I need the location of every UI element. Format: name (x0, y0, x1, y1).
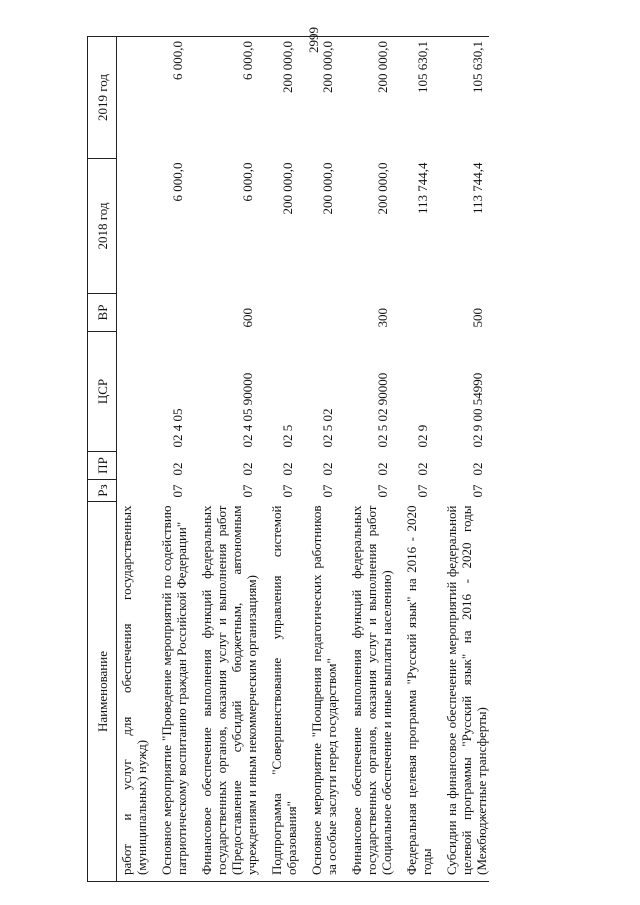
row-csr: 02 5 02 90000 (375, 372, 390, 448)
row-rz: 07 (320, 484, 335, 498)
row-vr: 600 (240, 308, 255, 328)
row-rz: 07 (470, 484, 485, 498)
row-rz (117, 480, 150, 502)
row-vr (299, 294, 339, 332)
table-header-row (88, 37, 117, 882)
row-csr: 02 5 02 (320, 408, 335, 448)
budget-table-rotated (87, 37, 607, 882)
header-2018: 2018 год (88, 159, 117, 294)
row-pr: 02 (415, 462, 430, 476)
budget-table (87, 36, 489, 882)
row-2018 (117, 159, 150, 294)
row-rz: 07 (375, 484, 390, 498)
table-row (394, 37, 434, 882)
row-2019: 6 000,0 (189, 37, 259, 159)
row-pr: 02 (240, 462, 255, 476)
header-2019: 2019 год (88, 37, 117, 159)
row-2018: 113 744,4 (470, 162, 485, 215)
row-pr: 02 (280, 462, 295, 476)
row-csr: 02 4 05 (170, 408, 185, 448)
table-row (259, 37, 299, 882)
table-row (189, 37, 259, 882)
table-row (299, 37, 339, 882)
row-2018: 200 000,0 (375, 162, 390, 215)
row-vr (117, 294, 150, 332)
row-2018: 6 000,0 (240, 162, 255, 202)
row-rz: 07 (170, 484, 185, 498)
row-2019: 6 000,0 (149, 37, 189, 159)
row-vr: 300 (375, 308, 390, 328)
row-name: работ и услуг для обеспечения государственных (муниципальных) нужд) (117, 502, 150, 882)
row-vr (149, 294, 189, 332)
row-name: Основное мероприятие "Поощрения педагогических работников за особые заслуги перед государством" (299, 502, 339, 882)
row-vr (259, 294, 299, 332)
row-csr: 02 4 05 90000 (240, 372, 255, 448)
row-name: Субсидии на финансовое обеспечение мероприятий федеральной целевой программы "Русский язык" на 2016 - 2020 годы (Межбюджетные трансферты) (434, 502, 489, 882)
row-pr (117, 452, 150, 480)
row-csr: 02 5 (280, 424, 295, 448)
table-row (434, 37, 489, 882)
header-pr: ПР (88, 452, 117, 480)
header-csr: ЦСР (88, 332, 117, 452)
row-name: Федеральная целевая программа "Русский язык" на 2016 - 2020 годы (394, 502, 434, 882)
header-name: Наименование (88, 502, 117, 882)
row-rz: 07 (415, 484, 430, 498)
table-row (149, 37, 189, 882)
row-2018: 200 000,0 (320, 162, 335, 215)
row-2019: 105 630,1 (434, 37, 489, 159)
row-pr: 02 (470, 462, 485, 476)
row-2018: 200 000,0 (280, 162, 295, 215)
row-pr: 02 (170, 462, 185, 476)
row-name: Основное мероприятие "Проведение мероприятий по содействию патриотическому воспитанию граждан Российской Федерации" (149, 502, 189, 882)
row-2018: 113 744,4 (415, 162, 430, 215)
row-pr: 02 (320, 462, 335, 476)
row-vr: 500 (470, 308, 485, 328)
page-number: 2999 (306, 27, 321, 53)
header-vr: ВР (88, 294, 117, 332)
row-pr: 02 (375, 462, 390, 476)
table-row (117, 37, 150, 882)
row-csr (117, 332, 150, 452)
table-row (339, 37, 394, 882)
row-2019: 200 000,0 (339, 37, 394, 159)
row-csr: 02 9 00 54990 (470, 372, 485, 448)
row-name: Финансовое обеспечение выполнения функций федеральных государственных органов, оказания услуг и выполнения работ (Предоставление субсидий бюджетным, автономным учреждениям и иным некоммерческим организациям) (189, 502, 259, 882)
row-name: Подпрограмма "Совершенствование управления системой образования" (259, 502, 299, 882)
row-2019: 200 000,0 (299, 37, 339, 159)
row-vr (394, 294, 434, 332)
row-2019: 200 000,0 (259, 37, 299, 159)
row-2019 (117, 37, 150, 159)
row-2018: 6 000,0 (170, 162, 185, 202)
header-rz: Рз (88, 480, 117, 502)
row-2019: 105 630,1 (394, 37, 434, 159)
row-rz: 07 (280, 484, 295, 498)
row-rz: 07 (240, 484, 255, 498)
row-csr: 02 9 (415, 424, 430, 448)
row-name: Финансовое обеспечение выполнения функций федеральных государственных органов, оказания услуг и выполнения работ (Социальное обеспечение и иные выплаты населению) (339, 502, 394, 882)
